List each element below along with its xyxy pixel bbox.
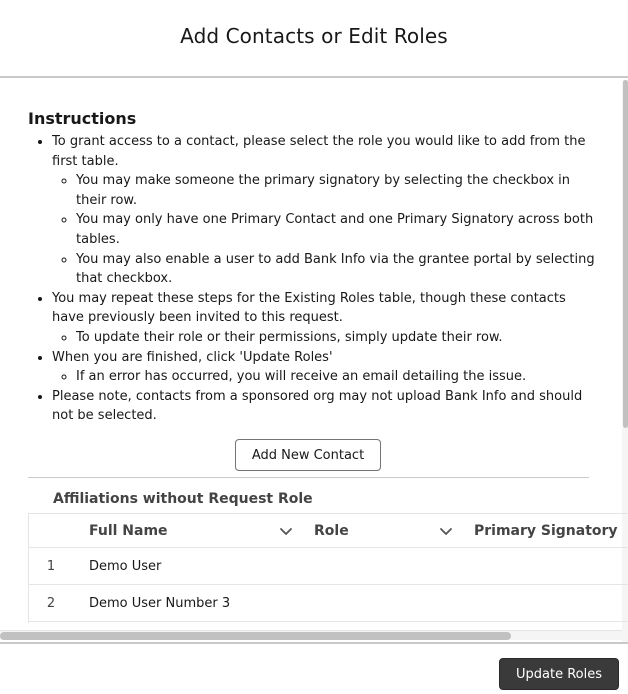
instruction-sublist [52, 367, 598, 387]
table-row[interactable] [29, 585, 628, 622]
instruction-subitem: ◦ You may also enable a user to add Bank Info via the grantee portal by selecting that checkbox. [76, 250, 598, 289]
modal-footer [0, 642, 628, 694]
modal-title: Add Contacts or Edit Roles [180, 24, 448, 48]
full-name-cell: Demo User Number 3 [89, 595, 231, 611]
update-roles-button[interactable]: Update Roles [499, 658, 619, 690]
instruction-text: Please note, contacts from a sponsored org may not upload Bank Info and should not be selected. [52, 388, 583, 424]
role-sort-button[interactable] [437, 514, 455, 547]
table-header-row [29, 513, 628, 548]
full-name-sort-button[interactable] [277, 514, 295, 547]
instruction-text: To grant access to a contact, please select the role you would like to add from the first table. [52, 134, 586, 169]
instruction-subitem: ◦ You may only have one Primary Contact and one Primary Signatory across both tables. [76, 210, 598, 249]
instruction-sublist [52, 171, 598, 289]
add-new-contact-button[interactable]: Add New Contact [235, 439, 381, 471]
instructions-heading: Instructions [28, 109, 137, 128]
instruction-sublist [52, 328, 598, 348]
affiliations-table[interactable] [28, 513, 628, 623]
column-header-full-name[interactable]: Full Name [89, 522, 168, 539]
table-row[interactable] [29, 548, 628, 585]
row-number: 1 [46, 558, 56, 574]
instructions-section [28, 109, 598, 426]
column-header-role[interactable]: Role [314, 522, 349, 539]
horizontal-scrollbar[interactable] [0, 630, 622, 640]
instruction-item [52, 348, 598, 387]
modal-body[interactable] [0, 80, 628, 642]
chevron-down-icon [277, 522, 295, 540]
horizontal-scrollbar-thumb[interactable] [0, 632, 511, 640]
instruction-subitem: ◦ You may make someone the primary signatory by selecting the checkbox in their row. [76, 171, 598, 210]
modal-header [0, 0, 628, 78]
instruction-item [52, 387, 598, 426]
section-divider [28, 477, 589, 478]
vertical-scrollbar-thumb[interactable] [623, 80, 628, 428]
full-name-cell: Demo User [89, 558, 162, 574]
instruction-subitem: ◦ To update their role or their permissions, simply update their row. [76, 328, 598, 348]
instruction-item [52, 289, 598, 348]
instructions-list [28, 132, 598, 426]
instruction-text: You may repeat these steps for the Existing Roles table, though these contacts have previously been invited to this request. [52, 290, 566, 326]
row-number: 2 [46, 595, 56, 611]
instruction-item [52, 132, 598, 289]
column-header-primary-signatory[interactable]: Primary Signatory [474, 522, 618, 539]
instruction-text: When you are finished, click 'Update Roles' [52, 349, 333, 365]
chevron-down-icon [437, 522, 455, 540]
affiliations-table-title: Affiliations without Request Role [53, 491, 313, 507]
instruction-subitem: ◦ If an error has occurred, you will receive an email detailing the issue. [76, 367, 598, 387]
